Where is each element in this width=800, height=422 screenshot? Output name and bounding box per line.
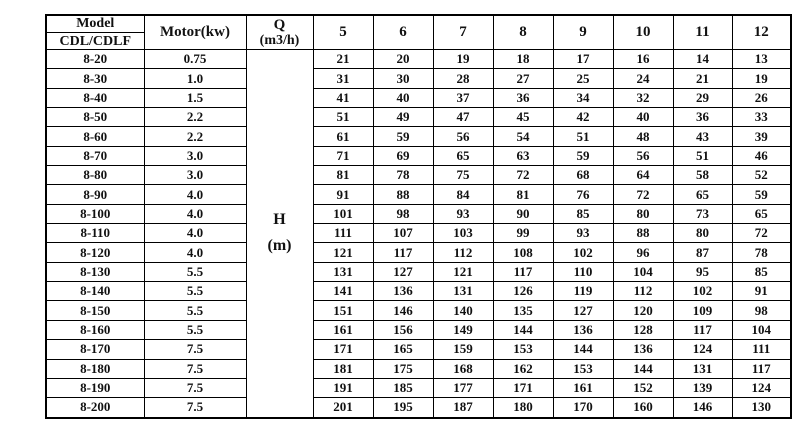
head-value-cell: 14 <box>673 50 732 69</box>
table-row <box>46 262 791 281</box>
model-cell: 8-60 <box>46 127 144 146</box>
table-row <box>46 243 791 262</box>
model-cell: 8-90 <box>46 185 144 204</box>
head-value-cell: 72 <box>732 224 791 243</box>
head-value-cell: 96 <box>613 243 673 262</box>
motor-power-cell: 1.5 <box>144 88 246 107</box>
motor-power-cell: 5.5 <box>144 262 246 281</box>
head-value-cell: 69 <box>373 146 433 165</box>
table-row <box>46 301 791 320</box>
model-cell: 8-120 <box>46 243 144 262</box>
head-value-cell: 21 <box>313 50 373 69</box>
model-cell: 8-50 <box>46 108 144 127</box>
head-value-cell: 117 <box>673 320 732 339</box>
head-symbol: H <box>273 211 286 229</box>
head-value-cell: 117 <box>732 359 791 378</box>
motor-power-cell: 5.5 <box>144 282 246 301</box>
head-value-cell: 81 <box>493 185 553 204</box>
head-value-cell: 117 <box>493 262 553 281</box>
head-value-cell: 25 <box>553 69 613 88</box>
head-value-cell: 48 <box>613 127 673 146</box>
flow-rate-header-8: 8 <box>493 15 553 50</box>
head-value-cell: 117 <box>373 243 433 262</box>
head-value-cell: 161 <box>313 320 373 339</box>
model-column-header <box>46 15 144 50</box>
head-value-cell: 136 <box>373 282 433 301</box>
head-value-cell: 104 <box>732 320 791 339</box>
head-value-cell: 45 <box>493 108 553 127</box>
head-value-cell: 180 <box>493 398 553 418</box>
table-row <box>46 359 791 378</box>
head-value-cell: 88 <box>373 185 433 204</box>
table-row <box>46 204 791 223</box>
head-value-cell: 139 <box>673 378 732 397</box>
model-cell: 8-100 <box>46 204 144 223</box>
head-value-cell: 110 <box>553 262 613 281</box>
motor-power-cell: 2.2 <box>144 108 246 127</box>
table-row <box>46 378 791 397</box>
head-value-cell: 177 <box>433 378 493 397</box>
motor-column-header: Motor(kw) <box>144 15 246 50</box>
head-value-cell: 149 <box>433 320 493 339</box>
model-cell: 8-150 <box>46 301 144 320</box>
table-row <box>46 320 791 339</box>
motor-power-cell: 3.0 <box>144 146 246 165</box>
head-value-cell: 99 <box>493 224 553 243</box>
head-value-cell: 87 <box>673 243 732 262</box>
head-value-cell: 119 <box>553 282 613 301</box>
head-value-cell: 33 <box>732 108 791 127</box>
head-value-cell: 31 <box>313 69 373 88</box>
model-cell: 8-200 <box>46 398 144 418</box>
head-value-cell: 146 <box>673 398 732 418</box>
flow-rate-header-9: 9 <box>553 15 613 50</box>
head-value-cell: 108 <box>493 243 553 262</box>
head-value-cell: 47 <box>433 108 493 127</box>
head-value-cell: 126 <box>493 282 553 301</box>
head-value-cell: 32 <box>613 88 673 107</box>
table-row <box>46 340 791 359</box>
flow-rate-header-7: 7 <box>433 15 493 50</box>
head-value-cell: 51 <box>673 146 732 165</box>
head-value-cell: 28 <box>433 69 493 88</box>
head-value-cell: 111 <box>313 224 373 243</box>
motor-power-cell: 5.5 <box>144 320 246 339</box>
head-value-cell: 65 <box>433 146 493 165</box>
head-value-cell: 165 <box>373 340 433 359</box>
head-value-cell: 171 <box>313 340 373 359</box>
head-value-cell: 16 <box>613 50 673 69</box>
flow-rate-header-11: 11 <box>673 15 732 50</box>
model-cell: 8-160 <box>46 320 144 339</box>
head-value-cell: 98 <box>373 204 433 223</box>
motor-power-cell: 1.0 <box>144 69 246 88</box>
model-cell: 8-140 <box>46 282 144 301</box>
head-value-cell: 39 <box>732 127 791 146</box>
head-value-cell: 17 <box>553 50 613 69</box>
head-value-cell: 160 <box>613 398 673 418</box>
head-value-cell: 156 <box>373 320 433 339</box>
motor-power-cell: 5.5 <box>144 301 246 320</box>
table-row <box>46 398 791 418</box>
model-cell: 8-40 <box>46 88 144 107</box>
motor-power-cell: 3.0 <box>144 166 246 185</box>
head-value-cell: 153 <box>493 340 553 359</box>
head-value-cell: 93 <box>433 204 493 223</box>
head-value-cell: 91 <box>313 185 373 204</box>
motor-power-cell: 0.75 <box>144 50 246 69</box>
flow-rate-header-12: 12 <box>732 15 791 50</box>
head-value-cell: 93 <box>553 224 613 243</box>
flow-rate-header-10: 10 <box>613 15 673 50</box>
head-value-cell: 42 <box>553 108 613 127</box>
head-value-cell: 30 <box>373 69 433 88</box>
head-value-cell: 109 <box>673 301 732 320</box>
head-value-cell: 27 <box>493 69 553 88</box>
head-value-cell: 21 <box>673 69 732 88</box>
model-cell: 8-180 <box>46 359 144 378</box>
table-header <box>46 15 791 50</box>
head-value-cell: 59 <box>373 127 433 146</box>
table-row <box>46 185 791 204</box>
head-value-cell: 13 <box>732 50 791 69</box>
model-cell: 8-130 <box>46 262 144 281</box>
head-value-cell: 162 <box>493 359 553 378</box>
head-value-cell: 127 <box>373 262 433 281</box>
head-value-cell: 127 <box>553 301 613 320</box>
head-value-cell: 103 <box>433 224 493 243</box>
head-unit: (m) <box>267 237 292 255</box>
head-value-cell: 121 <box>433 262 493 281</box>
head-value-cell: 63 <box>493 146 553 165</box>
head-value-cell: 72 <box>493 166 553 185</box>
table-body <box>46 50 791 418</box>
head-value-cell: 65 <box>673 185 732 204</box>
head-value-cell: 80 <box>613 204 673 223</box>
head-value-cell: 72 <box>613 185 673 204</box>
head-value-cell: 170 <box>553 398 613 418</box>
motor-power-cell: 7.5 <box>144 398 246 418</box>
head-value-cell: 61 <box>313 127 373 146</box>
table-row <box>46 127 791 146</box>
head-value-cell: 54 <box>493 127 553 146</box>
model-cell: 8-30 <box>46 69 144 88</box>
head-value-cell: 75 <box>433 166 493 185</box>
head-value-cell: 104 <box>613 262 673 281</box>
head-value-cell: 36 <box>673 108 732 127</box>
head-value-cell: 191 <box>313 378 373 397</box>
head-value-cell: 40 <box>613 108 673 127</box>
motor-power-cell: 7.5 <box>144 359 246 378</box>
head-value-cell: 78 <box>373 166 433 185</box>
head-value-cell: 140 <box>433 301 493 320</box>
model-cell: 8-20 <box>46 50 144 69</box>
head-value-cell: 195 <box>373 398 433 418</box>
flow-unit: (m3/h) <box>259 32 300 48</box>
model-cell: 8-80 <box>46 166 144 185</box>
head-value-cell: 101 <box>313 204 373 223</box>
head-value-cell: 58 <box>673 166 732 185</box>
motor-power-cell: 7.5 <box>144 378 246 397</box>
flow-column-header <box>246 15 313 50</box>
model-cell: 8-70 <box>46 146 144 165</box>
table-row <box>46 88 791 107</box>
head-value-cell: 80 <box>673 224 732 243</box>
head-value-cell: 56 <box>613 146 673 165</box>
head-value-cell: 102 <box>673 282 732 301</box>
head-value-cell: 159 <box>433 340 493 359</box>
head-value-cell: 76 <box>553 185 613 204</box>
head-value-cell: 130 <box>732 398 791 418</box>
head-value-cell: 78 <box>732 243 791 262</box>
head-value-cell: 98 <box>732 301 791 320</box>
head-value-cell: 34 <box>553 88 613 107</box>
head-value-cell: 18 <box>493 50 553 69</box>
head-value-cell: 131 <box>313 262 373 281</box>
head-value-cell: 146 <box>373 301 433 320</box>
head-value-cell: 135 <box>493 301 553 320</box>
head-value-cell: 19 <box>732 69 791 88</box>
motor-power-cell: 7.5 <box>144 340 246 359</box>
head-value-cell: 187 <box>433 398 493 418</box>
head-value-cell: 131 <box>433 282 493 301</box>
head-value-cell: 56 <box>433 127 493 146</box>
head-value-cell: 51 <box>553 127 613 146</box>
flow-symbol: Q <box>273 16 286 33</box>
head-value-cell: 64 <box>613 166 673 185</box>
head-value-cell: 131 <box>673 359 732 378</box>
head-value-cell: 90 <box>493 204 553 223</box>
motor-power-cell: 4.0 <box>144 224 246 243</box>
flow-rate-header-6: 6 <box>373 15 433 50</box>
head-value-cell: 153 <box>553 359 613 378</box>
model-series-label: CDL/CDLF <box>59 34 132 49</box>
head-value-cell: 124 <box>673 340 732 359</box>
head-value-cell: 88 <box>613 224 673 243</box>
head-value-cell: 201 <box>313 398 373 418</box>
head-value-cell: 181 <box>313 359 373 378</box>
motor-power-cell: 4.0 <box>144 185 246 204</box>
head-value-cell: 24 <box>613 69 673 88</box>
model-cell: 8-170 <box>46 340 144 359</box>
head-value-cell: 43 <box>673 127 732 146</box>
table-row <box>46 69 791 88</box>
head-unit-cell <box>246 50 313 418</box>
head-value-cell: 51 <box>313 108 373 127</box>
head-value-cell: 151 <box>313 301 373 320</box>
head-value-cell: 71 <box>313 146 373 165</box>
head-value-cell: 128 <box>613 320 673 339</box>
head-value-cell: 144 <box>613 359 673 378</box>
head-value-cell: 120 <box>613 301 673 320</box>
head-value-cell: 168 <box>433 359 493 378</box>
motor-power-cell: 2.2 <box>144 127 246 146</box>
head-value-cell: 68 <box>553 166 613 185</box>
head-value-cell: 36 <box>493 88 553 107</box>
head-value-cell: 152 <box>613 378 673 397</box>
motor-power-cell: 4.0 <box>144 243 246 262</box>
table-row <box>46 50 791 69</box>
pump-performance-table <box>45 14 792 419</box>
head-value-cell: 171 <box>493 378 553 397</box>
flow-rate-header-5: 5 <box>313 15 373 50</box>
head-value-cell: 124 <box>732 378 791 397</box>
head-value-cell: 59 <box>732 185 791 204</box>
head-value-cell: 175 <box>373 359 433 378</box>
head-value-cell: 107 <box>373 224 433 243</box>
head-value-cell: 49 <box>373 108 433 127</box>
model-cell: 8-110 <box>46 224 144 243</box>
head-value-cell: 95 <box>673 262 732 281</box>
head-value-cell: 84 <box>433 185 493 204</box>
head-value-cell: 52 <box>732 166 791 185</box>
head-value-cell: 91 <box>732 282 791 301</box>
head-value-cell: 37 <box>433 88 493 107</box>
head-value-cell: 41 <box>313 88 373 107</box>
head-value-cell: 111 <box>732 340 791 359</box>
model-cell: 8-190 <box>46 378 144 397</box>
head-value-cell: 20 <box>373 50 433 69</box>
model-header-label: Model <box>47 16 144 33</box>
head-value-cell: 141 <box>313 282 373 301</box>
table-row <box>46 282 791 301</box>
head-value-cell: 46 <box>732 146 791 165</box>
head-value-cell: 65 <box>732 204 791 223</box>
head-value-cell: 19 <box>433 50 493 69</box>
head-value-cell: 40 <box>373 88 433 107</box>
head-value-cell: 85 <box>553 204 613 223</box>
head-value-cell: 121 <box>313 243 373 262</box>
table-row <box>46 146 791 165</box>
table-row <box>46 108 791 127</box>
head-value-cell: 73 <box>673 204 732 223</box>
head-value-cell: 161 <box>553 378 613 397</box>
head-value-cell: 81 <box>313 166 373 185</box>
head-value-cell: 102 <box>553 243 613 262</box>
head-value-cell: 136 <box>553 320 613 339</box>
head-value-cell: 112 <box>433 243 493 262</box>
head-value-cell: 112 <box>613 282 673 301</box>
head-value-cell: 144 <box>493 320 553 339</box>
head-value-cell: 85 <box>732 262 791 281</box>
motor-power-cell: 4.0 <box>144 204 246 223</box>
head-value-cell: 26 <box>732 88 791 107</box>
head-value-cell: 136 <box>613 340 673 359</box>
table-row <box>46 224 791 243</box>
head-value-cell: 144 <box>553 340 613 359</box>
table-row <box>46 166 791 185</box>
head-value-cell: 59 <box>553 146 613 165</box>
head-value-cell: 185 <box>373 378 433 397</box>
head-value-cell: 29 <box>673 88 732 107</box>
